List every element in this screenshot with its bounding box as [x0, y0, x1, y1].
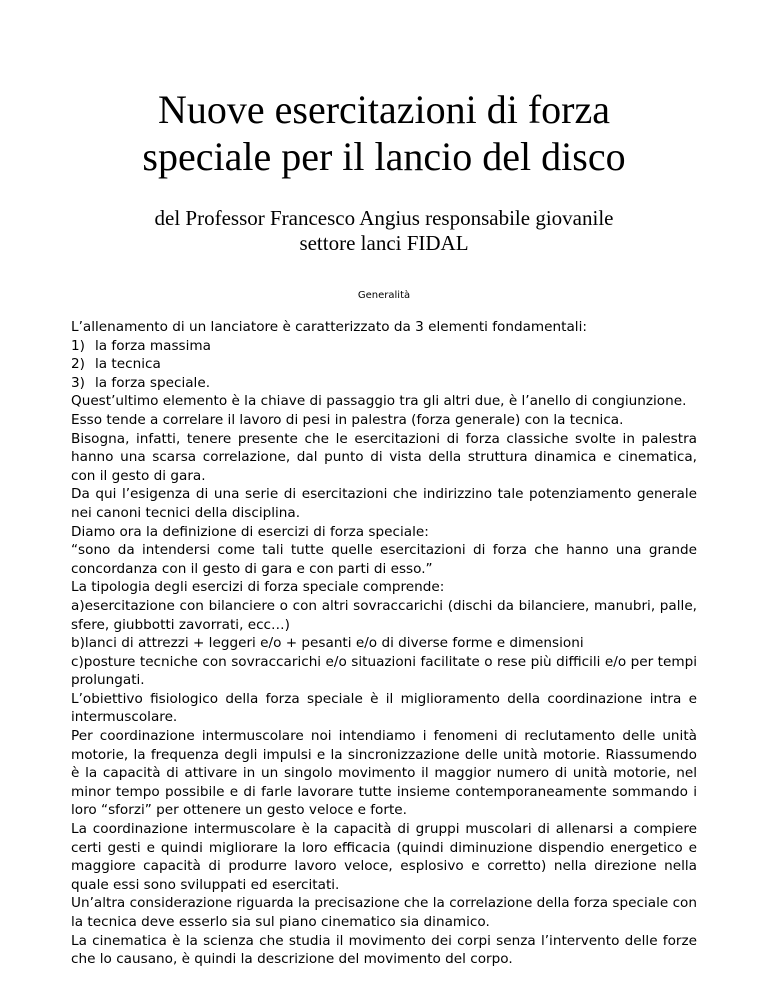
intro-paragraph: L’allenamento di un lanciatore è caratterizzato da 3 elementi fondamentali: [71, 319, 587, 335]
list-item-text: la forza massima [95, 337, 211, 354]
paragraph: “sono da intendersi come tali tutte quelle esercitazioni di forza che hanno una grande concordanza con il gesto di gara e con parti di esso.” [71, 542, 697, 577]
paragraph: Un’altra considerazione riguarda la precisazione che la correlazione della forza speciale con la tecnica deve esserlo sia sul piano cinematico sia dinamico. [71, 895, 697, 930]
paragraph: b)lanci di attrezzi + leggeri e/o + pesanti e/o di diverse forme e dimensioni [71, 635, 584, 652]
list-item-text: la tecnica [95, 356, 161, 373]
paragraph: c)posture tecniche con sovraccarichi e/o situazioni facilitate o rese più difficili e/o per tempi prolungati. [71, 653, 697, 689]
title-line-1: Nuove esercitazioni di forza [157, 87, 610, 132]
title-line-2: speciale per il lancio del disco [142, 134, 626, 179]
list-item [71, 355, 697, 374]
paragraph: La coordinazione intermuscolare è la capacità di gruppi muscolari di allenarsi a compiere certi gesti e quindi migliorare la loro efficacia (quindi diminuzione dispendio energetico e maggiore capacità di produrre lavoro veloce, esplosivo e corretto) nella direzione nella quale essi sono sviluppati ed esercitati. [71, 821, 697, 893]
paragraph: L’obiettivo fisiologico della forza speciale è il miglioramento della coordinazione intra e intermuscolare. [71, 690, 697, 726]
section-heading: Generalità [357, 290, 411, 301]
paragraph: La tipologia degli esercizi di forza speciale comprende: [71, 579, 445, 596]
list-item-number: 2) [71, 356, 85, 373]
elements-list [71, 337, 697, 393]
paragraph: Bisogna, infatti, tenere presente che le esercitazioni di forza classiche svolte in palestra hanno una scarsa correlazione, dal punto di vista della struttura dinamica e cinematica, con il gesto di gara. [71, 430, 697, 484]
paragraph: Esso tende a correlare il lavoro di pesi in palestra (forza generale) con la tecnica. [71, 411, 624, 428]
paragraph: Diamo ora la definizione di esercizi di forza speciale: [71, 523, 429, 540]
document-title [60, 86, 708, 180]
list-item [71, 337, 697, 356]
subtitle-line-2: settore lanci FIDAL [299, 231, 469, 255]
list-item [71, 374, 697, 393]
subtitle-line-1: del Professor Francesco Angius responsabile giovanile [154, 206, 614, 230]
paragraph: Quest’ultimo elemento è la chiave di passaggio tra gli altri due, è l’anello di congiunzione. [71, 393, 687, 410]
document-body [71, 318, 697, 969]
paragraph: a)esercitazione con bilanciere o con altri sovraccarichi (dischi da bilanciere, manubri, palle, sfere, giubbotti zavorrati, ecc…) [71, 597, 697, 633]
list-item-number: 1) [71, 337, 85, 354]
list-item-text: la forza speciale. [95, 374, 211, 391]
paragraph: Da qui l’esigenza di una serie di esercitazioni che indirizzino tale potenziamento generale nei canoni tecnici della disciplina. [71, 486, 697, 521]
paragraph: Per coordinazione intermuscolare noi intendiamo i fenomeni di reclutamento delle unità motorie, la frequenza degli impulsi e la sincronizzazione delle unità motorie. Riassumendo è la capacità di attivare in un singolo movimento il maggior numero di unità motorie, nel minor tempo possibile e di farle lavorare tutte insieme contemporaneamente sommando i loro “sforzi” per ottenere un gesto veloce e forte. [71, 728, 697, 819]
list-item-number: 3) [71, 374, 85, 391]
paragraph: La cinematica è la scienza che studia il movimento dei corpi senza l’intervento delle forze che lo causano, è quindi la descrizione del movimento del corpo. [71, 932, 697, 968]
document-subtitle [70, 206, 698, 256]
